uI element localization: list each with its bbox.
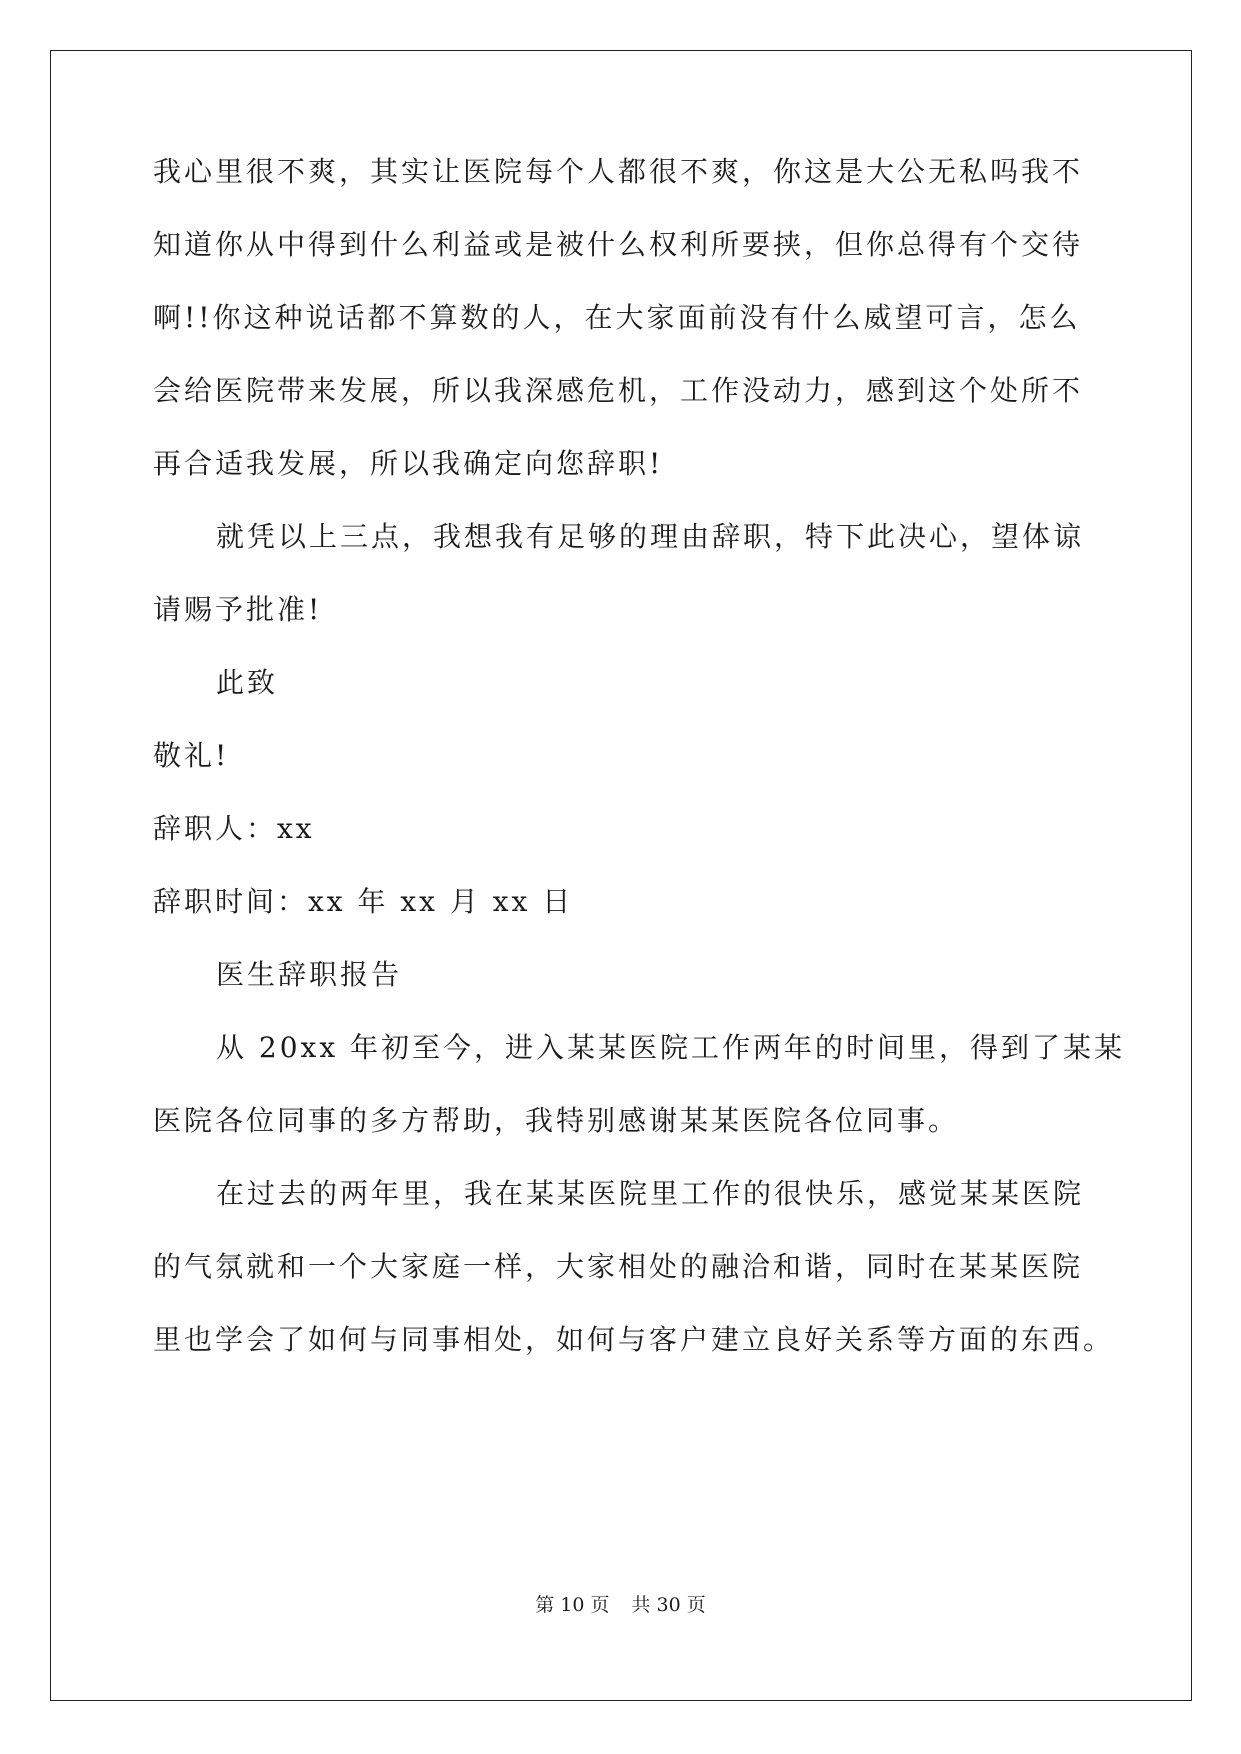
body-line: 请赐予批准!	[153, 593, 323, 626]
closing-line: 敬礼!	[153, 739, 230, 772]
section-title: 医生辞职报告	[216, 958, 403, 991]
page-footer	[0, 1592, 1241, 1618]
page-total: 共 30 页	[631, 1594, 706, 1616]
page-number: 第 10 页	[535, 1594, 610, 1616]
body-line: 会给医院带来发展，所以我深感危机，工作没动力，感到这个处所不	[153, 374, 1084, 407]
body-line: 医院各位同事的多方帮助，我特别感谢某某医院各位同事。	[153, 1104, 960, 1137]
body-line: 再合适我发展，所以我确定向您辞职!	[153, 447, 664, 480]
body-line: 里也学会了如何与同事相处，如何与客户建立良好关系等方面的东西。	[153, 1323, 1115, 1356]
body-line: 就凭以上三点，我想我有足够的理由辞职，特下此决心，望体谅	[216, 520, 1085, 553]
body-line: 从 20xx 年初至今，进入某某医院工作两年的时间里，得到了某某	[216, 1031, 1126, 1064]
date-line: 辞职时间：xx 年 xx 月 xx 日	[153, 885, 574, 918]
body-line: 啊!!你这种说话都不算数的人，在大家面前没有什么威望可言，怎么	[153, 301, 1081, 334]
salutation-line: 此致	[216, 666, 279, 699]
body-line: 我心里很不爽，其实让医院每个人都很不爽，你这是大公无私吗我不	[153, 155, 1084, 188]
body-line: 的气氛就和一个大家庭一样，大家相处的融洽和谐，同时在某某医院	[153, 1250, 1084, 1283]
body-line: 知道你从中得到什么利益或是被什么权利所要挟，但你总得有个交待	[153, 228, 1084, 261]
body-line: 在过去的两年里，我在某某医院里工作的很快乐，感觉某某医院	[216, 1177, 1085, 1210]
signer-line: 辞职人：xx	[153, 812, 315, 845]
